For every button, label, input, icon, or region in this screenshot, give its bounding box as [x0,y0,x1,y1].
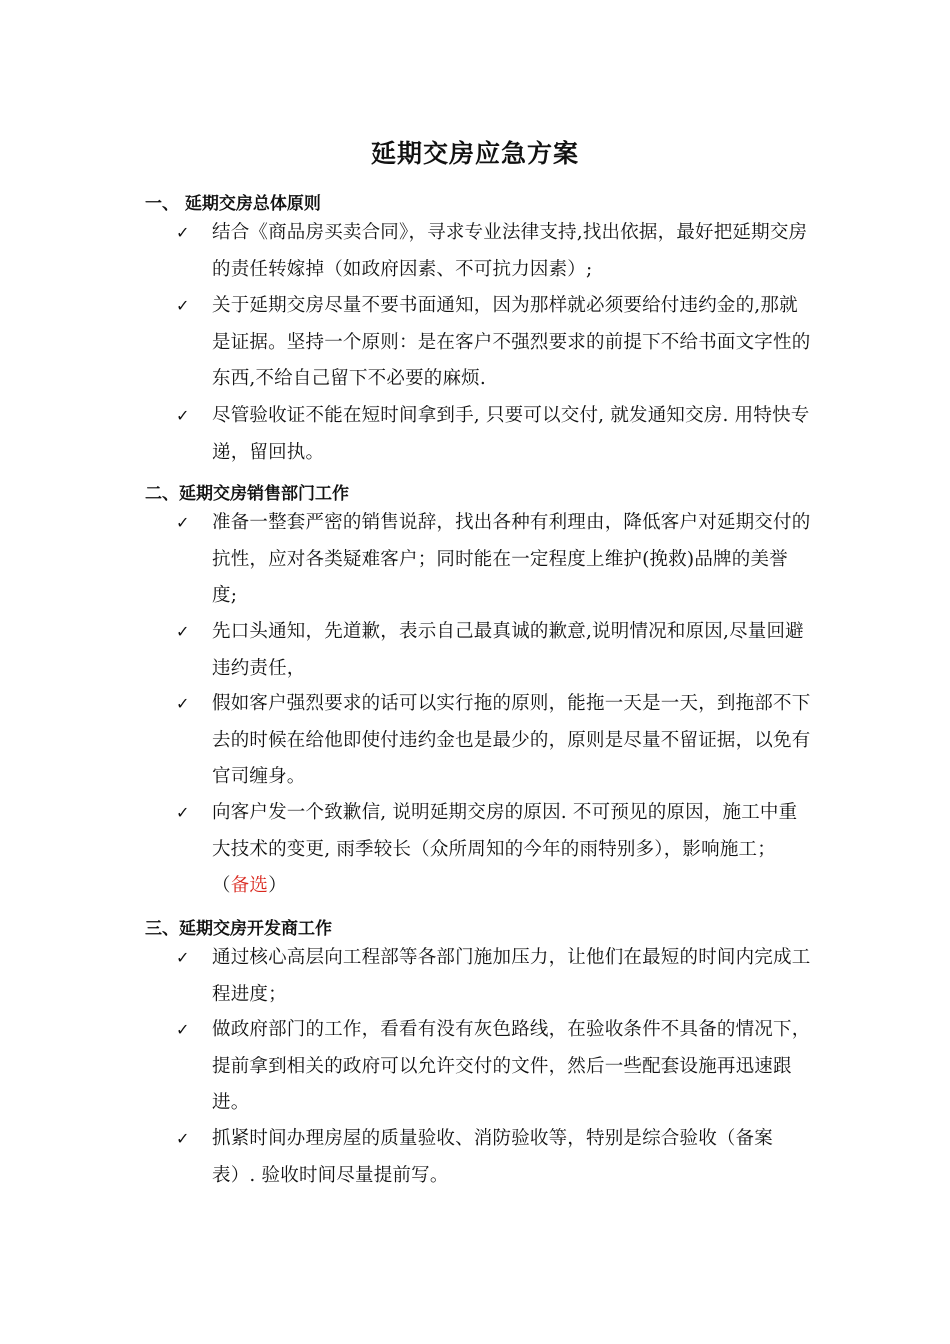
checkmark-icon: ✓ [176,1129,190,1148]
list-item [176,1012,816,1122]
list-item [176,1121,816,1194]
list-item-text: 通过核心高层向工程部等各部门施加压力，让他们在最短的时间内完成工程进度； [212,947,811,1005]
list-item [176,614,816,687]
document-title: 延期交房应急方案 [370,139,579,168]
checkmark-icon: ✓ [176,803,190,822]
list-item-text [212,795,812,905]
checkmark-icon: ✓ [176,948,190,967]
list-item-text: 先口头通知，先道歉，表示自己最真诚的歉意,说明情况和原因,尽量回避违约责任， [212,621,804,679]
list-item [176,795,816,905]
list-item-text: 关于延期交房尽量不要书面通知，因为那样就必须要给付违约金的,那就是证据。坚持一个原则：是在客户不强烈要求的前提下不给书面文字性的东西,不给自己留下不必要的麻烦. [212,295,811,389]
list-item [176,686,816,796]
optional-note [212,875,287,896]
list-item [176,288,816,398]
list-item [176,505,816,615]
checkmark-icon: ✓ [176,694,190,713]
checkmark-icon: ✓ [176,406,190,425]
list-item-text: 尽管验收证不能在短时间拿到手, 只要可以交付, 就发通知交房. 用特快专递，留回执。 [212,405,810,463]
list-item-text: 结合《商品房买卖合同》，寻求专业法律支持,找出依据，最好把延期交房的责任转嫁掉（如政府因素、不可抗力因素）; [212,222,808,280]
list-item-text: 抓紧时间办理房屋的质量验收、消防验收等，特别是综合验收（备案表）. 验收时间尽量提前写。 [212,1128,774,1186]
checkmark-icon: ✓ [176,1020,190,1039]
list-item-body: 向客户发一个致歉信, 说明延期交房的原因. 不可预见的原因，施工中重大技术的变更, 雨季较长（众所周知的今年的雨特别多），影响施工； [212,802,798,860]
checkmark-icon: ✓ [176,223,190,242]
list-item [176,215,816,288]
optional-note-close: ） [268,875,287,896]
section-heading-1: 一、 延期交房总体原则 [145,194,321,214]
list-item-text: 做政府部门的工作，看看有没有灰色路线，在验收条件不具备的情况下，提前拿到相关的政府可以允许交付的文件，然后一些配套设施再迅速跟进。 [212,1019,811,1113]
checkmark-icon: ✓ [176,296,190,315]
list-item [176,940,816,1013]
section-heading-3: 三、延期交房开发商工作 [145,919,332,939]
optional-note-open: （ [212,875,231,896]
section-heading-2: 二、延期交房销售部门工作 [145,484,349,504]
checkmark-icon: ✓ [176,513,190,532]
list-item-text: 假如客户强烈要求的话可以实行拖的原则，能拖一天是一天，到拖部不下去的时候在给他即使付违约金也是最少的，原则是尽量不留证据，以免有官司缠身。 [212,693,811,787]
list-item [176,398,816,471]
optional-note-label: 备选 [230,875,269,896]
checkmark-icon: ✓ [176,622,190,641]
list-item-text: 准备一整套严密的销售说辞，找出各种有利理由，降低客户对延期交付的抗性，应对各类疑难客户；同时能在一定程度上维护(挽救)品牌的美誉度; [212,512,811,606]
